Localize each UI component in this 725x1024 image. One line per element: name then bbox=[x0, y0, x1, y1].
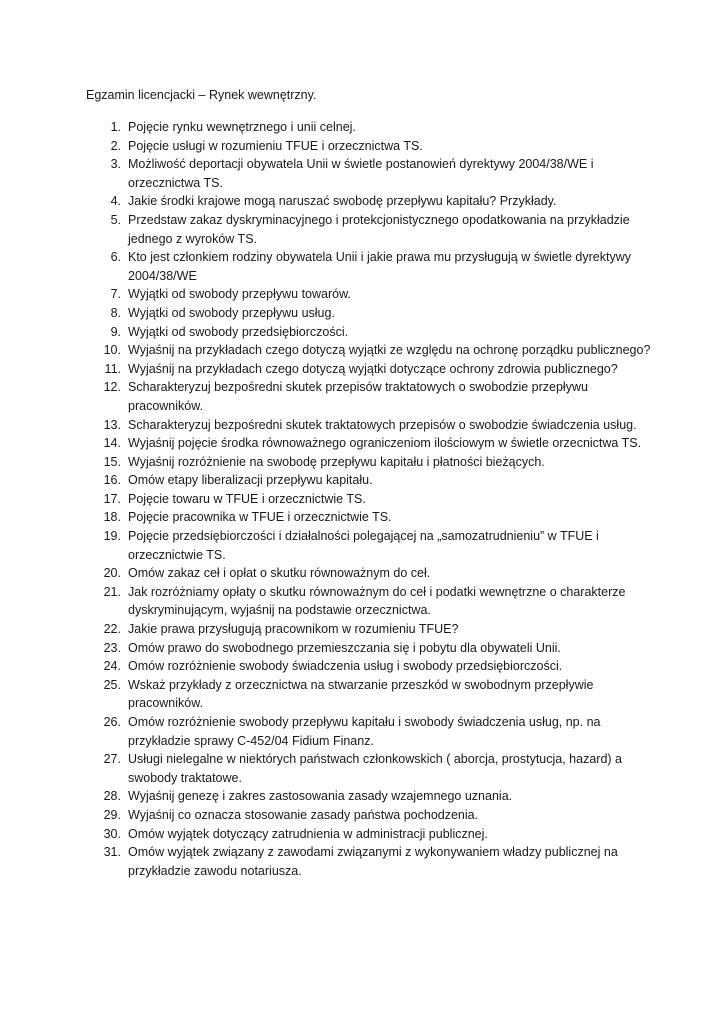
question-text: Wyjaśnij rozróżnienie na swobodę przepływu kapitału i płatności bieżących. bbox=[128, 454, 545, 469]
question-number: 15. bbox=[103, 454, 121, 469]
question-number: 18. bbox=[103, 510, 121, 525]
document-title: Egzamin licencjacki – Rynek wewnętrzny. bbox=[86, 88, 317, 102]
question-item bbox=[0, 843, 725, 880]
question-item bbox=[0, 304, 725, 323]
question-number: 5. bbox=[110, 212, 121, 227]
question-item bbox=[0, 639, 725, 658]
question-list bbox=[0, 118, 725, 880]
question-item bbox=[0, 378, 725, 415]
question-text: Jakie środki krajowe mogą naruszać swobodę przepływu kapitału? Przykłady. bbox=[128, 194, 557, 209]
question-item bbox=[0, 416, 725, 435]
question-number: 1. bbox=[110, 120, 121, 134]
question-text: Wyjątki od swobody przepływu usług. bbox=[128, 305, 335, 320]
question-text: Omów etapy liberalizacji przepływu kapitału. bbox=[128, 473, 373, 488]
question-number: 20. bbox=[103, 566, 121, 581]
question-number: 13. bbox=[103, 417, 121, 432]
question-text: Scharakteryzuj bezpośredni skutek traktatowych przepisów o swobodzie świadczenia usług. bbox=[128, 417, 637, 432]
question-number: 17. bbox=[103, 491, 121, 506]
question-text: Omów wyjątek dotyczący zatrudnienia w administracji publicznej. bbox=[128, 826, 488, 841]
question-number: 27. bbox=[103, 752, 121, 767]
question-number: 30. bbox=[103, 826, 121, 841]
question-text: Przedstaw zakaz dyskryminacyjnego i protekcjonistycznego opodatkowania na przykładzie jednego z wyroków TS. bbox=[128, 212, 630, 246]
question-number: 11. bbox=[104, 361, 121, 376]
question-item bbox=[0, 787, 725, 806]
question-item bbox=[0, 825, 725, 844]
question-item bbox=[0, 155, 725, 192]
question-number: 23. bbox=[103, 640, 121, 655]
question-text: Omów prawo do swobodnego przemieszczania się i pobytu dla obywateli Unii. bbox=[128, 640, 561, 655]
question-number: 24. bbox=[103, 659, 121, 674]
question-number: 14. bbox=[103, 436, 121, 451]
question-text: Wyjaśnij genezę i zakres zastosowania zasady wzajemnego uznania. bbox=[128, 789, 513, 804]
question-number: 22. bbox=[103, 622, 121, 637]
question-text: Wyjątki od swobody przepływu towarów. bbox=[128, 287, 351, 302]
question-number: 6. bbox=[110, 250, 121, 265]
question-item bbox=[0, 211, 725, 248]
question-number: 8. bbox=[110, 305, 121, 320]
question-number: 25. bbox=[103, 677, 121, 692]
question-text: Wyjaśnij co oznacza stosowanie zasady państwa pochodzenia. bbox=[128, 807, 479, 822]
question-item bbox=[0, 620, 725, 639]
question-number: 3. bbox=[110, 157, 121, 172]
question-item bbox=[0, 248, 725, 285]
question-text: Pojęcie usługi w rozumieniu TFUE i orzecznictwa TS. bbox=[128, 138, 423, 153]
question-number: 19. bbox=[103, 529, 121, 544]
question-item bbox=[0, 434, 725, 453]
question-number: 7. bbox=[110, 287, 121, 302]
question-item bbox=[0, 527, 725, 564]
question-item bbox=[0, 471, 725, 490]
question-item bbox=[0, 676, 725, 713]
question-text: Usługi nielegalne w niektórych państwach członkowskich ( aborcja, prostytucja, hazard) a swobody traktatowe. bbox=[128, 752, 622, 785]
question-text: Kto jest członkiem rodziny obywatela Unii i jakie prawa mu przysługują w świetle dyrektywy 2004/38/WE bbox=[128, 250, 631, 283]
question-text: Pojęcie pracownika w TFUE i orzecznictwie TS. bbox=[128, 510, 392, 525]
question-item bbox=[0, 192, 725, 211]
question-text: Scharakteryzuj bezpośredni skutek przepisów traktatowych o swobodzie przepływu pracowników. bbox=[128, 380, 588, 413]
question-text: Omów rozróżnienie swobody przepływu kapitału i swobody świadczenia usług, np. na przykładzie sprawy C-452/04 Fidium Finanz. bbox=[128, 715, 601, 748]
question-number: 10. bbox=[103, 343, 121, 358]
question-text: Omów wyjątek związany z zawodami związanymi z wykonywaniem władzy publicznej na przykładzie zawodu notariusza. bbox=[128, 845, 618, 878]
question-item bbox=[0, 657, 725, 676]
question-number: 4. bbox=[110, 194, 121, 209]
question-text: Jak rozróżniamy opłaty o skutku równoważnym do ceł i podatki wewnętrzne o charakterze dyskryminującym, wyjaśnij na podstawie orzecznictwa. bbox=[128, 584, 626, 618]
question-number: 16. bbox=[103, 473, 121, 488]
question-text: Wyjątki od swobody przedsiębiorczości. bbox=[128, 324, 349, 339]
question-item bbox=[0, 360, 725, 379]
question-text: Pojęcie przedsiębiorczości i działalności polegającej na „samozatrudnieniu” w TFUE i orzecznictwie TS. bbox=[128, 529, 599, 562]
question-item bbox=[0, 341, 725, 360]
question-number: 2. bbox=[110, 138, 121, 153]
question-number: 28. bbox=[103, 789, 121, 804]
question-item bbox=[0, 806, 725, 825]
question-number: 31. bbox=[103, 845, 121, 860]
question-text: Jakie prawa przysługują pracownikom w rozumieniu TFUE? bbox=[128, 622, 459, 637]
question-text: Wyjaśnij pojęcie środka równoważnego ograniczeniom ilościowym w świetle orzecnictwa TS. bbox=[128, 436, 642, 451]
question-item bbox=[0, 750, 725, 787]
question-text: Pojęcie towaru w TFUE i orzecznictwie TS. bbox=[128, 491, 366, 506]
question-item bbox=[0, 285, 725, 304]
question-text: Możliwość deportacji obywatela Unii w świetle postanowień dyrektywy 2004/38/WE i orzecznictwa TS. bbox=[128, 157, 594, 190]
question-text: Wskaż przykłady z orzecznictwa na stwarzanie przeszkód w swobodnym przepływie pracowników. bbox=[128, 677, 594, 711]
question-text: Omów rozróżnienie swobody świadczenia usług i swobody przedsiębiorczości. bbox=[128, 659, 563, 674]
question-number: 29. bbox=[103, 807, 121, 822]
question-item bbox=[0, 323, 725, 342]
question-number: 9. bbox=[110, 324, 121, 339]
question-item bbox=[0, 490, 725, 509]
question-item bbox=[0, 508, 725, 527]
question-item bbox=[0, 564, 725, 583]
question-text: Wyjaśnij na przykładach czego dotyczą wyjątki dotyczące ochrony zdrowia publicznego? bbox=[128, 361, 618, 376]
question-number: 26. bbox=[103, 715, 121, 729]
question-text: Wyjaśnij na przykładach czego dotyczą wyjątki ze względu na ochronę porządku publicznego? bbox=[128, 343, 651, 358]
question-text: Omów zakaz ceł i opłat o skutku równoważnym do ceł. bbox=[128, 566, 431, 581]
question-item bbox=[0, 118, 725, 137]
question-item bbox=[0, 713, 725, 750]
question-text: Pojęcie rynku wewnętrznego i unii celnej. bbox=[128, 120, 356, 134]
question-number: 12. bbox=[103, 380, 121, 395]
question-number: 21. bbox=[103, 584, 121, 599]
question-item bbox=[0, 453, 725, 472]
question-item bbox=[0, 137, 725, 156]
question-item bbox=[0, 583, 725, 620]
